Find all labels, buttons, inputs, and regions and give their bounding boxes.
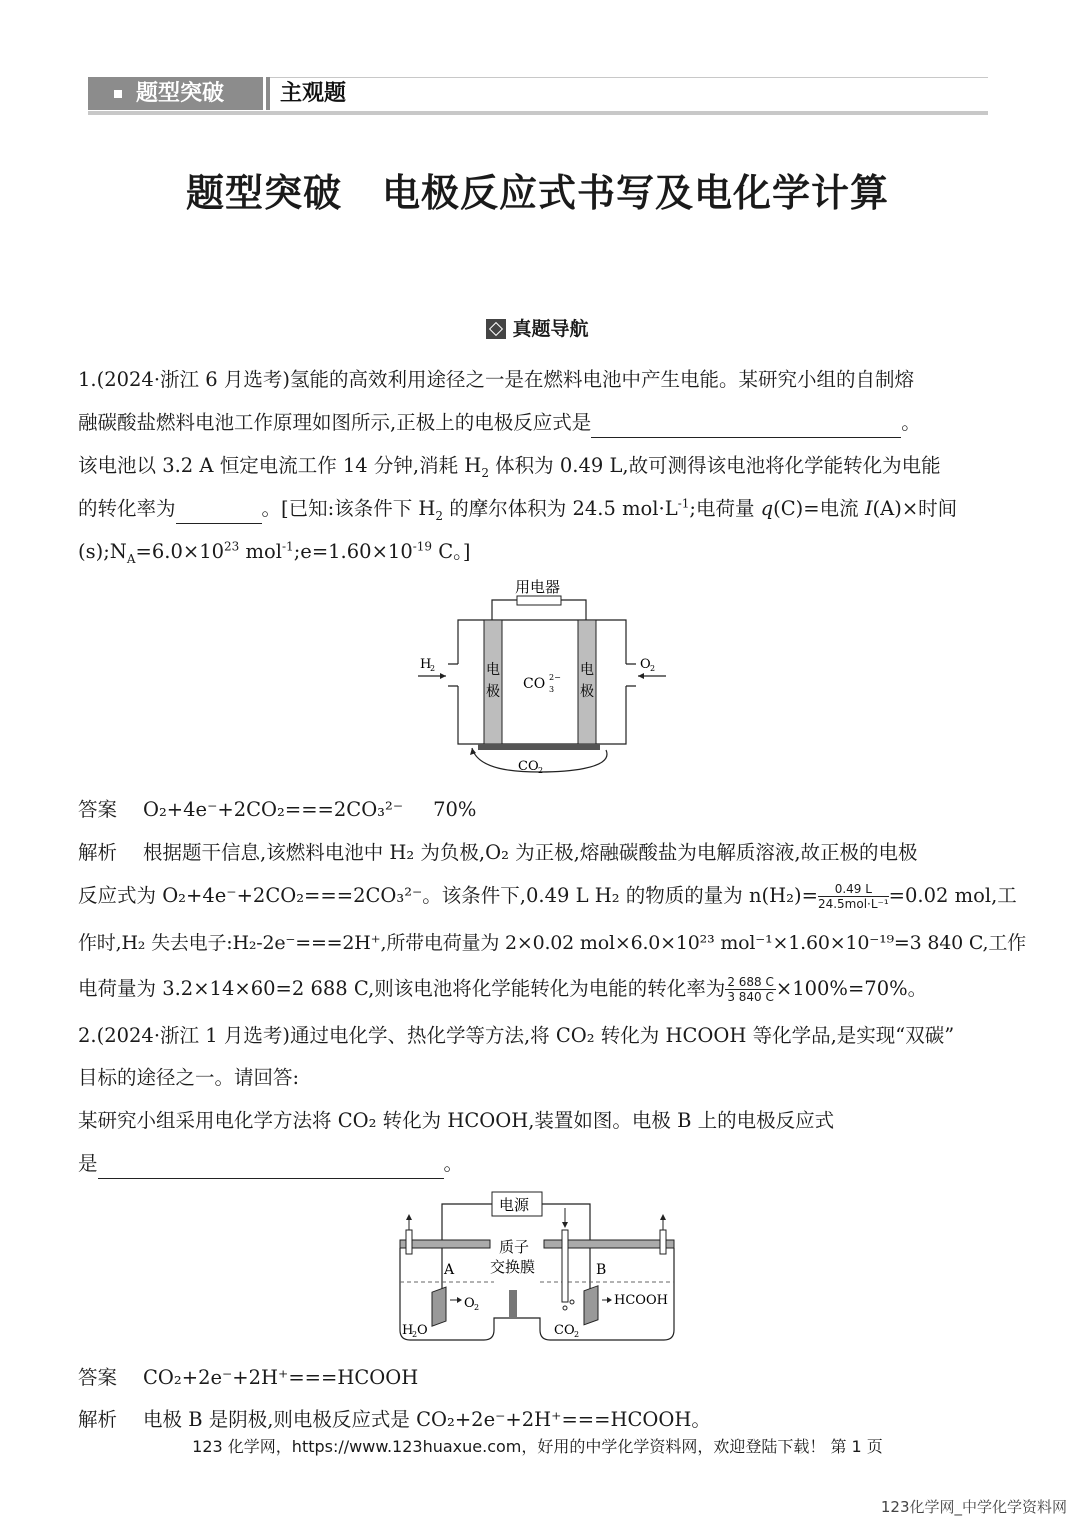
load-resistor — [517, 596, 561, 605]
electrode-left-char2: 极 — [486, 684, 500, 700]
electrolysis-diagram — [394, 1190, 684, 1350]
section-tag-label: 题型突破 — [136, 81, 225, 106]
o2-label: O — [640, 657, 651, 672]
q2-line3: 某研究小组采用电化学方法将 CO₂ 转化为 HCOOH,装置如图。电极 B 上的电极反应式 — [78, 1109, 835, 1132]
electrode-a-label: A — [444, 1262, 455, 1278]
h2o-label: H — [402, 1323, 414, 1338]
square-icon — [114, 90, 122, 98]
q2-answer — [78, 1362, 418, 1390]
title-part2: 电极反应式书写及电化学计算 — [382, 170, 890, 215]
electrolyte-label: CO — [523, 676, 546, 692]
q1-analysis-text2a: 反应式为 O₂+4e⁻+2CO₂===2CO₃²⁻。该条件下,0.49 L H₂ 的物质的量为 n(H₂)= — [78, 884, 818, 907]
q2-analysis — [78, 1404, 711, 1432]
electrode-a — [432, 1287, 446, 1326]
section-heading — [0, 314, 1075, 341]
svg-text:2: 2 — [538, 766, 544, 775]
q1-line5: $(s);N_A=6.0\times 10^{23}$ $mol^{-1};e=1.60\times 10^{-19}$ C。] — [78, 539, 471, 566]
q1-line5e: C。] — [432, 540, 471, 563]
q1-line2-end: 。 — [901, 411, 921, 434]
power-label: 电源 — [499, 1196, 530, 1214]
q1-line3: 该电池以 3.2 A 恒定电流工作 14 分钟,消耗 $H_2$ 体积为 0.49 L,故可测得该电池将化学能转化为电能 — [78, 454, 941, 480]
fuel-cell-diagram — [410, 572, 670, 777]
electrode-left — [484, 620, 502, 744]
q1-line5b: =6.0×10 — [135, 540, 225, 563]
membrane-label1: 质子 — [499, 1238, 530, 1256]
q2-line1: 2.(2024·浙江 1 月选考)通过电化学、热化学等方法,将 CO₂ 转化为 HCOOH 等化学品,是实现“双碳” — [78, 1024, 955, 1047]
svg-text:2: 2 — [474, 1303, 480, 1312]
page-title — [0, 162, 1075, 217]
fraction-moles — [818, 882, 889, 911]
bottom-plate — [478, 744, 600, 750]
fraction-denominator: 3 840 C — [727, 990, 774, 1004]
load-label: 用电器 — [515, 578, 561, 596]
electrode-right-char2: 极 — [580, 684, 594, 700]
answer-label: 答案 — [78, 798, 118, 821]
q2-line4-text: 是 — [78, 1152, 98, 1175]
electrolyte-charge: 2− — [549, 673, 561, 682]
analysis-label: 解析 — [78, 1408, 118, 1431]
svg-text:2: 2 — [412, 1330, 418, 1339]
q1-line4b: 。[已知:该条件下 H — [261, 497, 436, 520]
electrolyte-subscript: 3 — [549, 685, 555, 694]
page-footer: 123 化学网，https://www.123huaxue.com，好用的中学化学资料网，欢迎登陆下载！ 第 1 页 — [192, 1437, 883, 1456]
lid-left — [400, 1240, 490, 1248]
title-part1: 题型突破 — [185, 170, 342, 215]
q1-line5a: (s);N — [78, 540, 127, 563]
header-rule-bottom — [88, 111, 988, 115]
q1-line4c: 的摩尔体积为 24.5 mol·L — [449, 497, 678, 520]
q1-line3b: 体积为 0.49 L,故可测得该电池将化学能转化为电能 — [495, 454, 941, 477]
q1-line3a: 该电池以 3.2 A 恒定电流工作 14 分钟,消耗 H — [78, 454, 482, 477]
electrode-b-label: B — [596, 1262, 607, 1278]
electrode-right — [578, 620, 596, 744]
q2-line4-end: 。 — [443, 1152, 464, 1175]
q1-answer-equation: O₂+4e⁻+2CO₂===2CO₃²⁻ — [143, 798, 404, 821]
answer-label: 答案 — [78, 1366, 118, 1389]
fraction-numerator: 0.49 L — [818, 882, 889, 897]
q1-line4a: 的转化率为 — [78, 497, 176, 520]
membrane — [509, 1290, 517, 1318]
svg-text:2: 2 — [650, 664, 656, 673]
q1-line1: 1.(2024·浙江 6 月选考)氢能的高效利用途径之一是在燃料电池中产生电能。某研究小组的自制熔 — [78, 368, 914, 391]
co2-label: CO — [518, 759, 539, 774]
q2-line2: 目标的途径之一。请回答: — [78, 1066, 300, 1089]
fraction-denominator: 24.5mol·L⁻¹ — [817, 897, 889, 911]
header-divider — [266, 77, 270, 110]
electrode-right-char1: 电 — [580, 662, 594, 678]
q1-line4e: (C)=电流 — [773, 497, 865, 520]
membrane-label2: 交换膜 — [490, 1258, 536, 1276]
answer-blank-2[interactable] — [176, 500, 262, 524]
co2-reactant-label: CO — [554, 1323, 575, 1338]
q1-analysis-text1: 根据题干信息,该燃料电池中 H₂ 为负极,O₂ 为正极,熔融碳酸盐为电解质溶液,故正极的电极 — [143, 841, 918, 864]
section-tag — [88, 77, 263, 110]
q1-line5c: mol — [239, 540, 282, 563]
analysis-label: 解析 — [78, 841, 118, 864]
svg-text:O: O — [417, 1323, 428, 1338]
q1-analysis-line3: 作时,H₂ 失去电子:H₂-2e⁻===2H⁺,所带电荷量为 2×0.02 mol×6.0×10²³ mol⁻¹×1.60×10⁻¹⁹=3 840 C,工作 — [78, 932, 1026, 954]
q1-analysis-line4 — [78, 973, 927, 1004]
q1-answer — [78, 794, 476, 822]
fraction-numerator: 2 688 C — [727, 975, 774, 989]
answer-blank-3[interactable] — [98, 1155, 444, 1179]
q2-answer-equation: CO₂+2e⁻+2H⁺===HCOOH — [143, 1366, 419, 1389]
svg-text:2: 2 — [574, 1330, 580, 1339]
watermark: 123化学网_中学化学资料网 — [880, 1498, 1067, 1516]
q1-line4f: (A)×时间 — [872, 497, 958, 520]
fraction-efficiency — [725, 975, 776, 1004]
q1-line2-text: 融碳酸盐燃料电池工作原理如图所示,正极上的电极反应式是 — [78, 411, 592, 434]
q1-line4: 的转化率为 。[已知:该条件下 $H_2$ 的摩尔体积为 24.5 $mol\cdot L^{-1}$;电荷量 q(C)=电流 I(A)×时间 — [78, 496, 958, 523]
q1-line2 — [78, 407, 921, 438]
svg-text:2: 2 — [430, 664, 436, 673]
electrode-b — [584, 1286, 598, 1325]
hcooh-label: HCOOH — [614, 1293, 668, 1308]
answer-blank-1[interactable] — [591, 414, 901, 438]
q1-answer-rate: 70% — [433, 798, 477, 821]
q1-analysis-line1 — [78, 837, 918, 865]
section-heading-label: 真题导航 — [512, 318, 589, 340]
q1-analysis-text4a: 电荷量为 3.2×14×60=2 688 C,则该电池将化学能转化为电能的转化率为 — [78, 977, 726, 1000]
h2-label: H — [420, 657, 432, 672]
o2-product-label: O — [464, 1296, 475, 1311]
q1-analysis-text4b: ×100%=70%。 — [775, 977, 928, 1000]
q1-line4d: ;电荷量 — [689, 497, 761, 520]
header-rule-top — [270, 77, 988, 78]
q1-analysis-text2b: =0.02 mol,工 — [888, 884, 1017, 907]
electrode-left-char1: 电 — [486, 662, 500, 678]
q2-analysis-text: 电极 B 是阴极,则电极反应式是 CO₂+2e⁻+2H⁺===HCOOH。 — [143, 1408, 711, 1431]
q1-analysis-line2 — [78, 880, 1017, 911]
diamond-icon — [486, 319, 506, 339]
category-label: 主观题 — [280, 81, 347, 106]
q2-line4 — [78, 1148, 463, 1179]
q1-line5d: ;e=1.60×10 — [293, 540, 413, 563]
